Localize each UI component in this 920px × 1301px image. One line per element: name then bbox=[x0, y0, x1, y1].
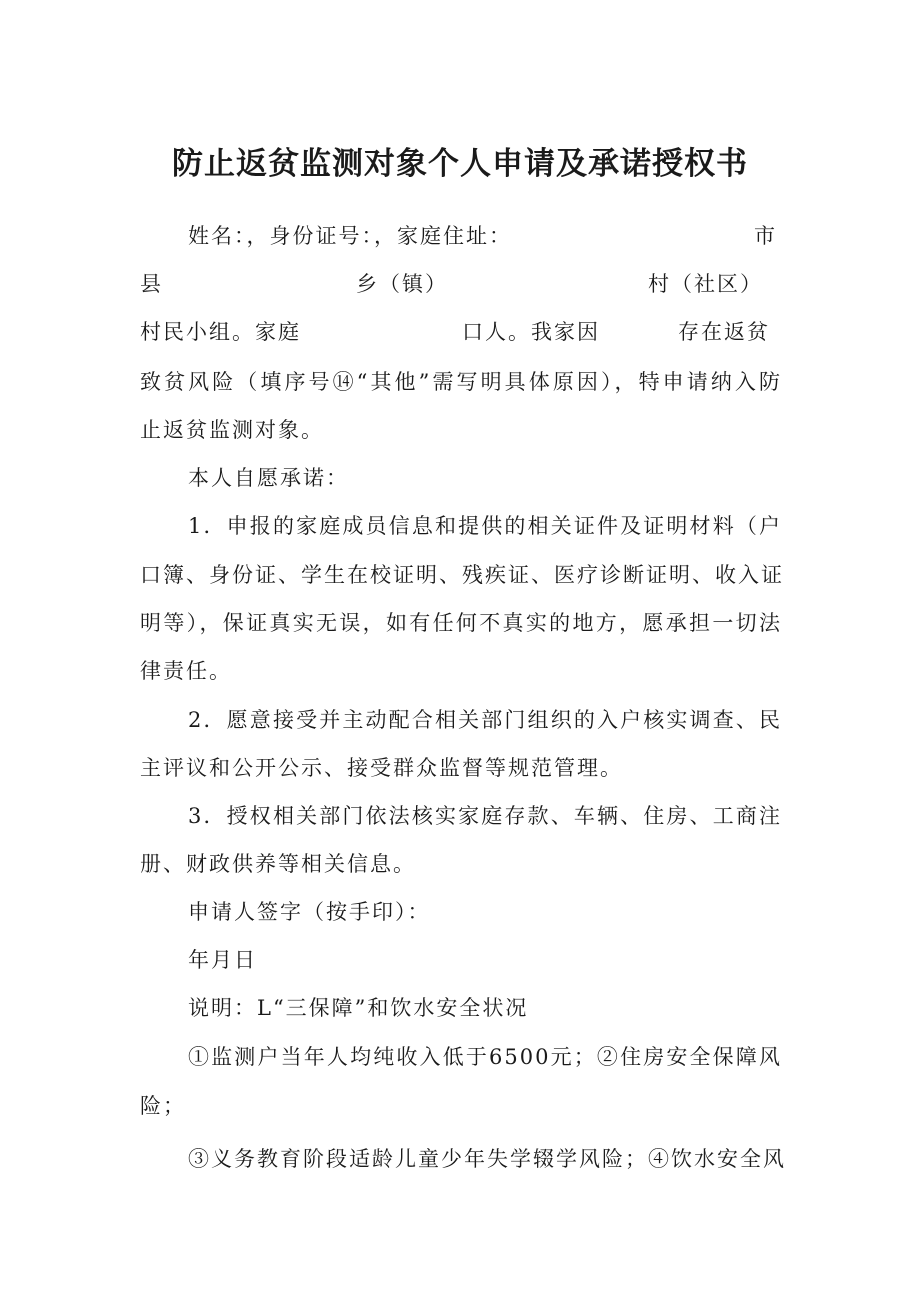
pledge-1-line: 明等），保证真实无误，如有任何不真实的地方，愿承担一切法 bbox=[140, 611, 782, 635]
application-village: 村（社区） bbox=[648, 272, 763, 296]
application-town: 乡（镇） bbox=[356, 272, 448, 296]
application-line-1: 姓名：，身份证号：，家庭住址： bbox=[188, 224, 512, 248]
signature-label: 申请人签字（按手印）： bbox=[188, 900, 431, 924]
application-line-5: 止返贫监测对象。 bbox=[140, 418, 324, 442]
application-group: 村民小组。家庭 bbox=[140, 320, 301, 344]
date-label: 年月日 bbox=[188, 948, 257, 972]
pledge-heading: 本人自愿承诺： bbox=[188, 466, 349, 490]
application-county: 县 bbox=[140, 272, 163, 296]
application-persons: 口人。我家因 bbox=[462, 320, 600, 344]
note-1-line: ①监测户当年人均纯收入低于6500元；②住房安全保障风 bbox=[188, 1045, 782, 1069]
pledge-3-line: 册、财政供养等相关信息。 bbox=[140, 852, 416, 876]
pledge-1-line: 口簿、身份证、学生在校证明、残疾证、医疗诊断证明、收入证 bbox=[140, 563, 784, 587]
application-city: 市 bbox=[754, 224, 777, 248]
application-line-4: 致贫风险（填序号⑭“其他”需写明具体原因），特申请纳入防 bbox=[140, 370, 782, 394]
note-2-line: ③义务教育阶段适龄儿童少年失学辍学风险；④饮水安全风 bbox=[188, 1147, 786, 1171]
pledge-1-line: 1．申报的家庭成员信息和提供的相关证件及证明材料（户 bbox=[188, 514, 782, 538]
pledge-1-line: 律责任。 bbox=[140, 659, 232, 683]
pledge-3-line: 3．授权相关部门依法核实家庭存款、车辆、住房、工商注 bbox=[188, 804, 782, 828]
note-1-line: 险； bbox=[140, 1094, 186, 1118]
document-title: 防止返贫监测对象个人申请及承诺授权书 bbox=[172, 146, 748, 182]
note-heading: 说明：L“三保障”和饮水安全状况 bbox=[188, 996, 529, 1020]
pledge-2-line: 2．愿意接受并主动配合相关部门组织的入户核实调查、民 bbox=[188, 708, 782, 732]
application-risk: 存在返贫 bbox=[678, 320, 770, 344]
pledge-2-line: 主评议和公开公示、接受群众监督等规范管理。 bbox=[140, 756, 623, 780]
